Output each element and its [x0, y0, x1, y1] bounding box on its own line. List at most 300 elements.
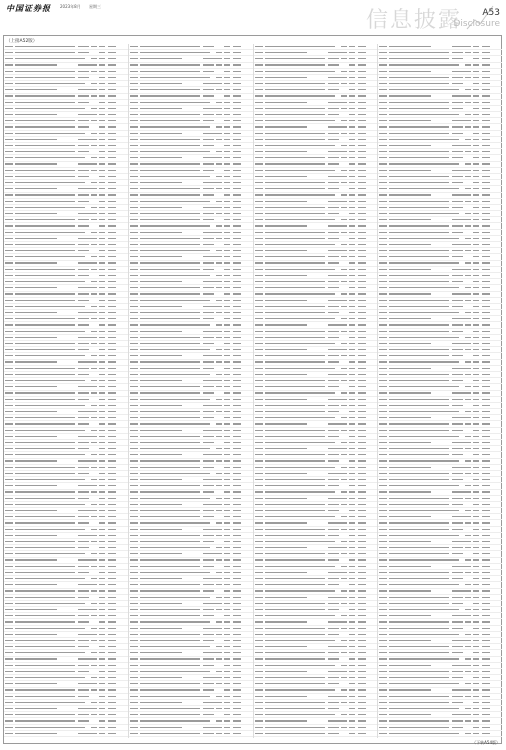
table-cell: [465, 683, 471, 684]
table-cell: [99, 578, 105, 579]
table-cell: [140, 58, 182, 59]
table-cell: [389, 225, 449, 226]
table-cell: [233, 516, 241, 517]
table-cell: [5, 83, 13, 84]
table-cell: [255, 318, 263, 319]
table-cell: [379, 566, 387, 567]
table-cell: [379, 386, 387, 387]
table-cell: [15, 108, 85, 109]
table-cell: [216, 157, 222, 158]
table-cell: [140, 504, 182, 505]
table-cell: [255, 689, 263, 690]
table-cell: [5, 733, 13, 734]
table-cell: [130, 442, 138, 443]
table-cell: [99, 170, 105, 171]
table-cell: [389, 64, 459, 65]
table-cell: [5, 355, 13, 356]
table-cell: [358, 727, 366, 728]
table-cell: [224, 108, 230, 109]
table-cell: [349, 727, 355, 728]
table-cell: [265, 201, 307, 202]
table-cell: [140, 368, 200, 369]
table-cell: [389, 491, 431, 492]
table-cell: [349, 640, 355, 641]
table-cell: [99, 677, 105, 678]
table-cell: [358, 349, 366, 350]
table-cell: [389, 102, 449, 103]
table-cell: [482, 597, 490, 598]
table-cell: [233, 467, 241, 468]
table-cell: [328, 256, 339, 257]
table-cell: [482, 120, 490, 121]
table-cell: [465, 318, 471, 319]
table-cell: [473, 219, 479, 220]
table-cell: [349, 529, 355, 530]
table-cell: [130, 430, 138, 431]
table-cell: [482, 269, 490, 270]
table-cell: [224, 640, 230, 641]
table-cell: [473, 572, 479, 573]
table-cell: [358, 510, 366, 511]
table-cell: [233, 52, 241, 53]
table-cell: [328, 436, 339, 437]
table-cell: [140, 300, 210, 301]
table-cell: [349, 535, 355, 536]
table-cell: [224, 300, 230, 301]
table-cell: [5, 207, 13, 208]
table-cell: [358, 572, 366, 573]
table-cell: [233, 219, 241, 220]
table-cell: [465, 188, 471, 189]
table-cell: [341, 318, 347, 319]
table-cell: [328, 157, 339, 158]
table-cell: [233, 170, 241, 171]
table-cell: [203, 535, 214, 536]
table-cell: [140, 442, 200, 443]
table-cell: [482, 176, 490, 177]
table-cell: [341, 281, 347, 282]
table-cell: [99, 671, 105, 672]
table-cell: [140, 343, 200, 344]
table-cell: [130, 683, 138, 684]
table-cell: [341, 646, 347, 647]
table-cell: [15, 163, 57, 164]
table-cell: [255, 665, 263, 666]
table-cell: [265, 108, 325, 109]
table-cell: [473, 287, 479, 288]
table-cell: [140, 133, 182, 134]
table-cell: [15, 368, 75, 369]
table-cell: [482, 547, 490, 548]
table-cell: [140, 170, 200, 171]
table-cell: [473, 355, 479, 356]
table-cell: [216, 423, 222, 424]
table-cell: [255, 590, 263, 591]
table-cell: [224, 89, 230, 90]
table-cell: [349, 386, 355, 387]
table-cell: [203, 392, 214, 393]
table-cell: [465, 541, 471, 542]
table-cell: [216, 677, 222, 678]
table-cell: [255, 529, 263, 530]
table-cell: [389, 71, 431, 72]
table-cell: [358, 522, 366, 523]
table-cell: [224, 720, 230, 721]
table-cell: [452, 349, 463, 350]
table-cell: [389, 665, 431, 666]
table-cell: [389, 423, 449, 424]
table-cell: [99, 615, 105, 616]
table-cell: [255, 498, 263, 499]
table-cell: [473, 361, 479, 362]
table-cell: [15, 603, 85, 604]
table-cell: [130, 423, 138, 424]
table-cell: [349, 665, 355, 666]
table-cell: [255, 256, 263, 257]
table-cell: [130, 300, 138, 301]
table-cell: [203, 683, 214, 684]
table-cell: [473, 634, 479, 635]
table-cell: [255, 95, 263, 96]
table-cell: [341, 58, 347, 59]
table-cell: [233, 733, 241, 734]
table-cell: [389, 658, 459, 659]
table-cell: [224, 572, 230, 573]
table-cell: [233, 244, 241, 245]
section-subtitle-en: Disclosure: [453, 19, 500, 29]
table-cell: [389, 145, 431, 146]
table-cell: [389, 324, 449, 325]
table-cell: [328, 683, 339, 684]
table-cell: [78, 126, 89, 127]
table-cell: [99, 541, 105, 542]
table-cell: [349, 108, 355, 109]
table-cell: [5, 541, 13, 542]
table-cell: [379, 430, 387, 431]
table-cell: [15, 720, 75, 721]
table-cell: [99, 95, 105, 96]
table-cell: [473, 609, 479, 610]
table-cell: [389, 213, 459, 214]
table-cell: [465, 640, 471, 641]
table-cell: [91, 120, 97, 121]
table-cell: [91, 727, 97, 728]
table-cell: [99, 102, 105, 103]
table-cell: [379, 163, 387, 164]
table-cell: [224, 269, 230, 270]
table-cell: [358, 219, 366, 220]
table-cell: [473, 522, 479, 523]
table-cell: [389, 417, 431, 418]
table-cell: [341, 182, 347, 183]
table-cell: [99, 139, 105, 140]
table-cell: [91, 306, 97, 307]
table-cell: [15, 380, 85, 381]
table-cell: [255, 188, 263, 189]
table-cell: [108, 671, 116, 672]
table-cell: [328, 702, 339, 703]
table-cell: [341, 293, 347, 294]
table-cell: [358, 89, 366, 90]
table-cell: [203, 640, 214, 641]
table-cell: [224, 671, 230, 672]
table-cell: [349, 603, 355, 604]
table-cell: [389, 133, 449, 134]
table-cell: [379, 671, 387, 672]
table-cell: [341, 467, 347, 468]
table-cell: [389, 430, 449, 431]
table-cell: [265, 262, 325, 263]
table-cell: [78, 250, 89, 251]
table-cell: [140, 491, 200, 492]
table-cell: [379, 516, 387, 517]
table-cell: [255, 269, 263, 270]
table-cell: [108, 714, 116, 715]
table-cell: [389, 182, 449, 183]
table-cell: [224, 708, 230, 709]
table-cell: [473, 262, 479, 263]
table-cell: [224, 126, 230, 127]
table-cell: [78, 201, 89, 202]
table-cell: [358, 64, 366, 65]
table-cell: [91, 244, 97, 245]
table-cell: [91, 510, 97, 511]
table-cell: [482, 683, 490, 684]
table-cell: [91, 232, 97, 233]
table-cell: [473, 696, 479, 697]
table-cell: [341, 572, 347, 573]
table-cell: [255, 671, 263, 672]
table-cell: [482, 349, 490, 350]
table-cell: [473, 640, 479, 641]
table-cell: [108, 157, 116, 158]
table-cell: [5, 89, 13, 90]
table-cell: [99, 324, 105, 325]
table-cell: [5, 405, 13, 406]
table-cell: [473, 430, 479, 431]
table-cell: [255, 411, 263, 412]
table-cell: [91, 541, 97, 542]
table-cell: [255, 275, 263, 276]
table-cell: [233, 238, 241, 239]
table-cell: [130, 665, 138, 666]
table-cell: [473, 448, 479, 449]
table-cell: [349, 269, 355, 270]
table-cell: [255, 46, 263, 47]
table-cell: [108, 454, 116, 455]
table-cell: [140, 454, 182, 455]
table-cell: [482, 343, 490, 344]
table-cell: [358, 139, 366, 140]
table-cell: [473, 504, 479, 505]
table-cell: [389, 454, 449, 455]
table-cell: [233, 83, 241, 84]
table-cell: [328, 89, 339, 90]
table-cell: [255, 584, 263, 585]
table-cell: [265, 176, 307, 177]
table-cell: [15, 133, 85, 134]
table-cell: [203, 733, 214, 734]
table-cell: [91, 603, 97, 604]
table-cell: [140, 188, 200, 189]
table-cell: [473, 275, 479, 276]
table-cell: [389, 163, 459, 164]
table-cell: [233, 380, 241, 381]
table-cell: [15, 733, 57, 734]
table-cell: [108, 720, 116, 721]
table-cell: [349, 64, 355, 65]
table-cell: [233, 448, 241, 449]
table-cell: [78, 275, 89, 276]
table-cell: [140, 126, 210, 127]
table-cell: [328, 708, 339, 709]
table-cell: [473, 343, 479, 344]
table-cell: [216, 553, 222, 554]
table-cell: [233, 176, 241, 177]
table-cell: [341, 126, 347, 127]
table-cell: [224, 689, 230, 690]
table-cell: [358, 708, 366, 709]
table-cell: [328, 430, 339, 431]
table-cell: [140, 720, 210, 721]
table-cell: [224, 318, 230, 319]
table-cell: [482, 689, 490, 690]
table-cell: [358, 671, 366, 672]
table-cell: [389, 46, 431, 47]
table-cell: [265, 535, 325, 536]
table-cell: [15, 714, 75, 715]
table-cell: [130, 244, 138, 245]
table-cell: [379, 318, 387, 319]
table-cell: [482, 262, 490, 263]
table-cell: [452, 696, 463, 697]
table-cell: [99, 473, 105, 474]
table-cell: [130, 225, 138, 226]
table-cell: [358, 225, 366, 226]
table-cell: [358, 343, 366, 344]
table-cell: [482, 442, 490, 443]
table-cell: [482, 374, 490, 375]
table-cell: [389, 485, 459, 486]
table-cell: [358, 207, 366, 208]
table-cell: [265, 566, 335, 567]
table-cell: [5, 621, 13, 622]
table-cell: [15, 126, 75, 127]
table-cell: [130, 355, 138, 356]
table-cell: [108, 151, 116, 152]
table-cell: [130, 634, 138, 635]
table-cell: [349, 553, 355, 554]
table-cell: [5, 392, 13, 393]
table-cell: [473, 102, 479, 103]
table-cell: [233, 262, 241, 263]
table-cell: [224, 498, 230, 499]
table-cell: [482, 417, 490, 418]
table-cell: [108, 405, 116, 406]
table-cell: [482, 281, 490, 282]
table-cell: [389, 733, 459, 734]
table-cell: [473, 250, 479, 251]
table-cell: [15, 102, 75, 103]
table-cell: [349, 312, 355, 313]
table-cell: [15, 256, 85, 257]
table-cell: [265, 442, 335, 443]
table-cell: [389, 727, 449, 728]
table-cell: [224, 170, 230, 171]
table-cell: [233, 120, 241, 121]
table-cell: [358, 170, 366, 171]
table-cell: [265, 640, 335, 641]
table-cell: [203, 417, 214, 418]
table-cell: [358, 566, 366, 567]
table-cell: [255, 727, 263, 728]
table-cell: [108, 318, 116, 319]
table-cell: [341, 689, 347, 690]
table-cell: [358, 423, 366, 424]
table-cell: [473, 566, 479, 567]
table-cell: [358, 83, 366, 84]
table-cell: [140, 201, 210, 202]
table-cell: [265, 95, 335, 96]
table-cell: [265, 559, 325, 560]
table-cell: [379, 225, 387, 226]
table-cell: [349, 436, 355, 437]
table-cell: [473, 374, 479, 375]
table-cell: [379, 343, 387, 344]
table-cell: [465, 646, 471, 647]
table-cell: [15, 83, 85, 84]
table-cell: [78, 696, 89, 697]
table-cell: [99, 448, 105, 449]
table-cell: [5, 417, 13, 418]
table-cell: [99, 201, 105, 202]
table-cell: [328, 232, 339, 233]
table-cell: [465, 262, 471, 263]
table-cell: [203, 516, 214, 517]
table-cell: [108, 516, 116, 517]
table-cell: [349, 454, 355, 455]
table-cell: [349, 485, 355, 486]
table-cell: [216, 126, 222, 127]
table-cell: [358, 163, 366, 164]
table-cell: [216, 232, 222, 233]
table-cell: [130, 479, 138, 480]
table-cell: [233, 702, 241, 703]
table-cell: [349, 491, 355, 492]
table-cell: [482, 207, 490, 208]
table-cell: [349, 677, 355, 678]
table-cell: [452, 430, 463, 431]
table-cell: [224, 114, 230, 115]
table-cell: [99, 634, 105, 635]
table-cell: [5, 361, 13, 362]
table-cell: [216, 578, 222, 579]
table-cell: [349, 615, 355, 616]
table-cell: [341, 120, 347, 121]
table-cell: [379, 312, 387, 313]
table-cell: [255, 126, 263, 127]
table-cell: [452, 405, 463, 406]
table-cell: [379, 361, 387, 362]
table-cell: [140, 597, 210, 598]
table-cell: [482, 324, 490, 325]
table-cell: [216, 89, 222, 90]
table-cell: [5, 491, 13, 492]
table-cell: [465, 584, 471, 585]
table-cell: [203, 634, 214, 635]
table-cell: [224, 578, 230, 579]
table-cell: [15, 89, 57, 90]
